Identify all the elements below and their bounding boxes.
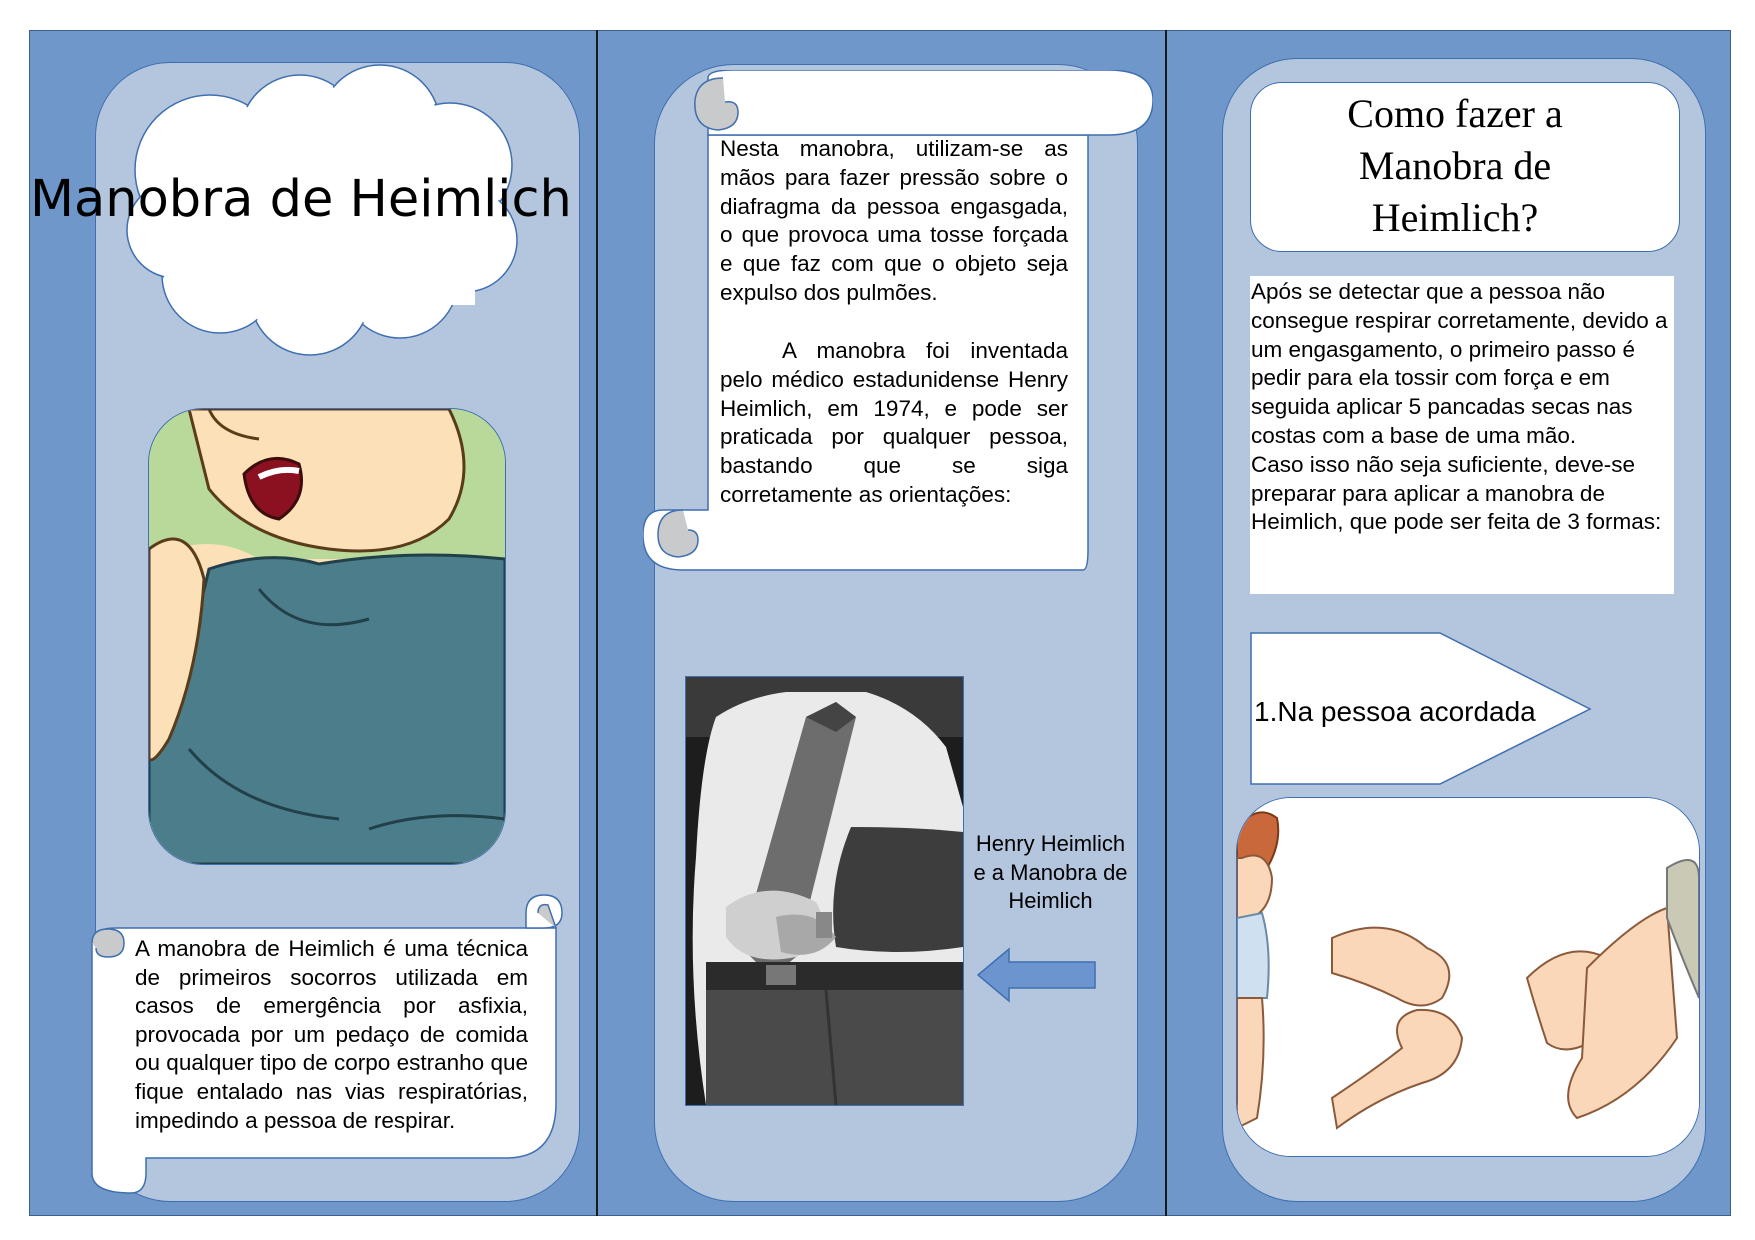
fold-line-right [1165, 30, 1167, 1216]
howto-text: Após se detectar que a pessoa não consegue respirar corretamente, devido a um engasgamento, o primeiro passo é pedir para ela tossir com força e em seguida aplicar 5 pancadas secas nas costas com a base de uma mão. Caso isso não seja suficiente, deve-se preparar para aplicar a manobra de Heimlich, que pode ser feita de 3 formas: [1251, 279, 1668, 535]
info-paragraph-1: Nesta manobra, utilizam-se as mãos para fazer pressão sobre o diafragma da pessoa engasgada, o que provoca uma tosse forçada e que faz com que o objeto seja expulso dos pulmões. [720, 136, 1068, 305]
info-paragraph-2: A manobra foi inventada pelo médico estadunidense Henry Heimlich, em 1974, e pode ser praticada por qualquer pessoa, bastando que se siga corretamente as orientações: [720, 338, 1068, 507]
brochure-title: Manobra de Heimlich [30, 170, 572, 229]
choking-cartoon-image [148, 408, 506, 865]
photo-caption: Henry Heimlich e a Manobra de Heimlich [973, 831, 1128, 913]
intro-text: A manobra de Heimlich é uma técnica de primeiros socorros utilizada em casos de emergência por asfixia, provocada por um pedaço de comida ou qualquer tipo de corpo estranho que fique entalado nas vias respiratórias, impedindo a pessoa de respirar. [135, 936, 528, 1133]
step-1-label: 1.Na pessoa acordada [1254, 696, 1536, 727]
howto-title: Como fazer a Manobra de Heimlich? [1347, 91, 1563, 240]
hands-illustration [1236, 797, 1700, 1157]
arrow-left-icon [977, 947, 1097, 1003]
heimlich-photo [685, 676, 964, 1106]
